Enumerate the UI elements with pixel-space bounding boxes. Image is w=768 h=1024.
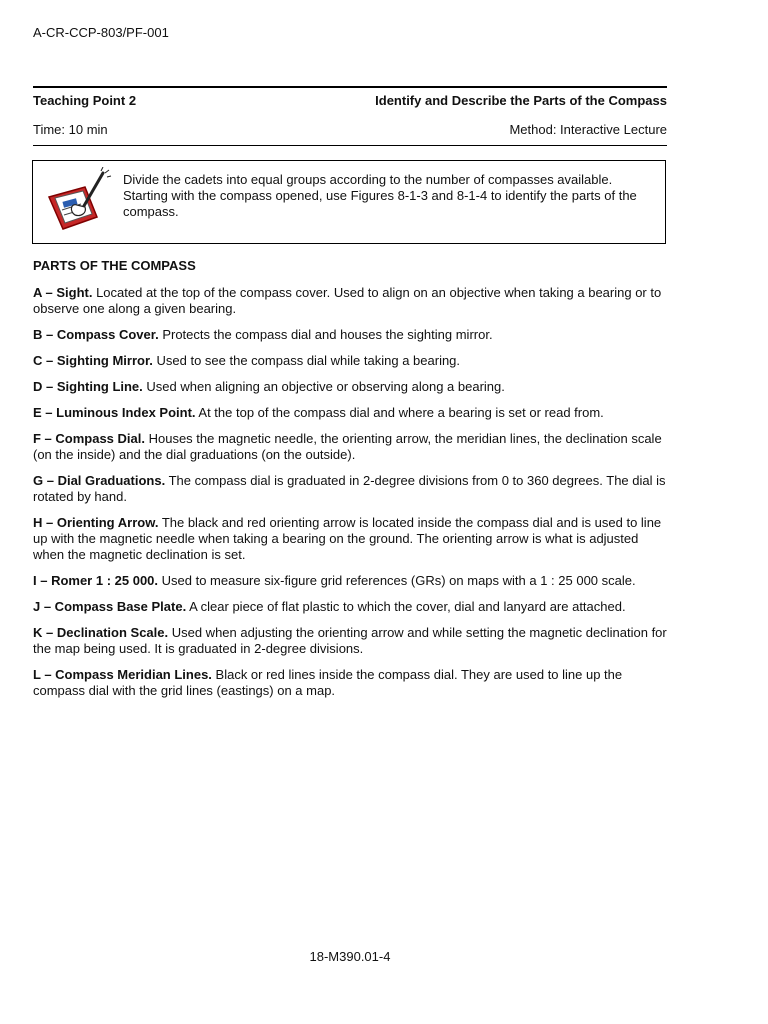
item-description: Black or red lines inside the compass dial. They are used to line up the compass dial with the grid lines (eastings) on a map. <box>33 667 623 698</box>
list-item <box>33 353 667 369</box>
list-item <box>33 515 667 563</box>
item-term: K – Declination Scale. <box>33 625 169 640</box>
item-description: Protects the compass dial and houses the sighting mirror. <box>158 327 493 342</box>
time-label: Time: 10 min <box>33 122 108 137</box>
memo-note-icon <box>41 167 113 239</box>
teaching-point-header <box>33 93 667 108</box>
time-method-row <box>33 122 667 137</box>
item-term: L – Compass Meridian Lines. <box>33 667 212 682</box>
list-item <box>33 667 667 699</box>
item-description: Used when aligning an objective or observing along a bearing. <box>142 379 505 394</box>
document-id: A-CR-CCP-803/PF-001 <box>33 25 169 40</box>
item-term: E – Luminous Index Point. <box>33 405 196 420</box>
list-item <box>33 473 667 505</box>
list-item <box>33 573 667 589</box>
item-description: A clear piece of flat plastic to which the cover, dial and lanyard are attached. <box>186 599 626 614</box>
list-item <box>33 379 667 395</box>
item-description: The compass dial is graduated in 2-degree divisions from 0 to 360 degrees. The dial is rotated by hand. <box>33 473 666 504</box>
item-description: At the top of the compass dial and where a bearing is set or read from. <box>195 405 604 420</box>
item-term: G – Dial Graduations. <box>33 473 166 488</box>
subheader-divider <box>33 145 667 146</box>
item-description: Used to measure six-figure grid references (GRs) on maps with a 1 : 25 000 scale. <box>158 573 636 588</box>
instructor-note-text: Divide the cadets into equal groups according to the number of compasses available. Starting with the compass opened, use Figures 8-1-3 and 8-1-4 to identify the parts of the compass. <box>123 172 637 219</box>
item-term: F – Compass Dial. <box>33 431 145 446</box>
item-term: D – Sighting Line. <box>33 379 143 394</box>
list-item <box>33 285 667 317</box>
page-number: 18-M390.01-4 <box>309 949 391 964</box>
item-description: Located at the top of the compass cover. Used to align on an objective when taking a bearing or to observe one along a given bearing. <box>33 285 662 316</box>
item-term: A – Sight. <box>33 285 93 300</box>
item-term: H – Orienting Arrow. <box>33 515 159 530</box>
teaching-point-title: Identify and Describe the Parts of the Compass <box>375 93 667 108</box>
list-item <box>33 327 667 343</box>
item-term: I – Romer 1 : 25 000. <box>33 573 159 588</box>
section-title: PARTS OF THE COMPASS <box>33 258 196 273</box>
list-item <box>33 599 667 615</box>
item-term: B – Compass Cover. <box>33 327 159 342</box>
parts-section <box>33 258 667 709</box>
item-term: C – Sighting Mirror. <box>33 353 153 368</box>
method-label: Method: Interactive Lecture <box>509 122 667 137</box>
item-description: The black and red orienting arrow is located inside the compass dial and is used to line up with the magnetic needle when taking a bearing on the ground. The orienting arrow is what is adjusted when the magnetic declination is set. <box>33 515 662 562</box>
item-description: Houses the magnetic needle, the orienting arrow, the meridian lines, the declination scale (on the inside) and the dial graduations (on the outside). <box>33 431 662 462</box>
list-item <box>33 405 667 421</box>
item-description: Used to see the compass dial while taking a bearing. <box>152 353 461 368</box>
teaching-point-label: Teaching Point 2 <box>33 93 137 108</box>
list-item <box>33 431 667 463</box>
item-description: Used when adjusting the orienting arrow and while setting the magnetic declination for the map being used. It is graduated in 2-degree divisions. <box>33 625 667 656</box>
list-item <box>33 625 667 657</box>
header-divider <box>33 86 667 88</box>
item-term: J – Compass Base Plate. <box>33 599 187 614</box>
instructor-note-box <box>32 160 666 244</box>
